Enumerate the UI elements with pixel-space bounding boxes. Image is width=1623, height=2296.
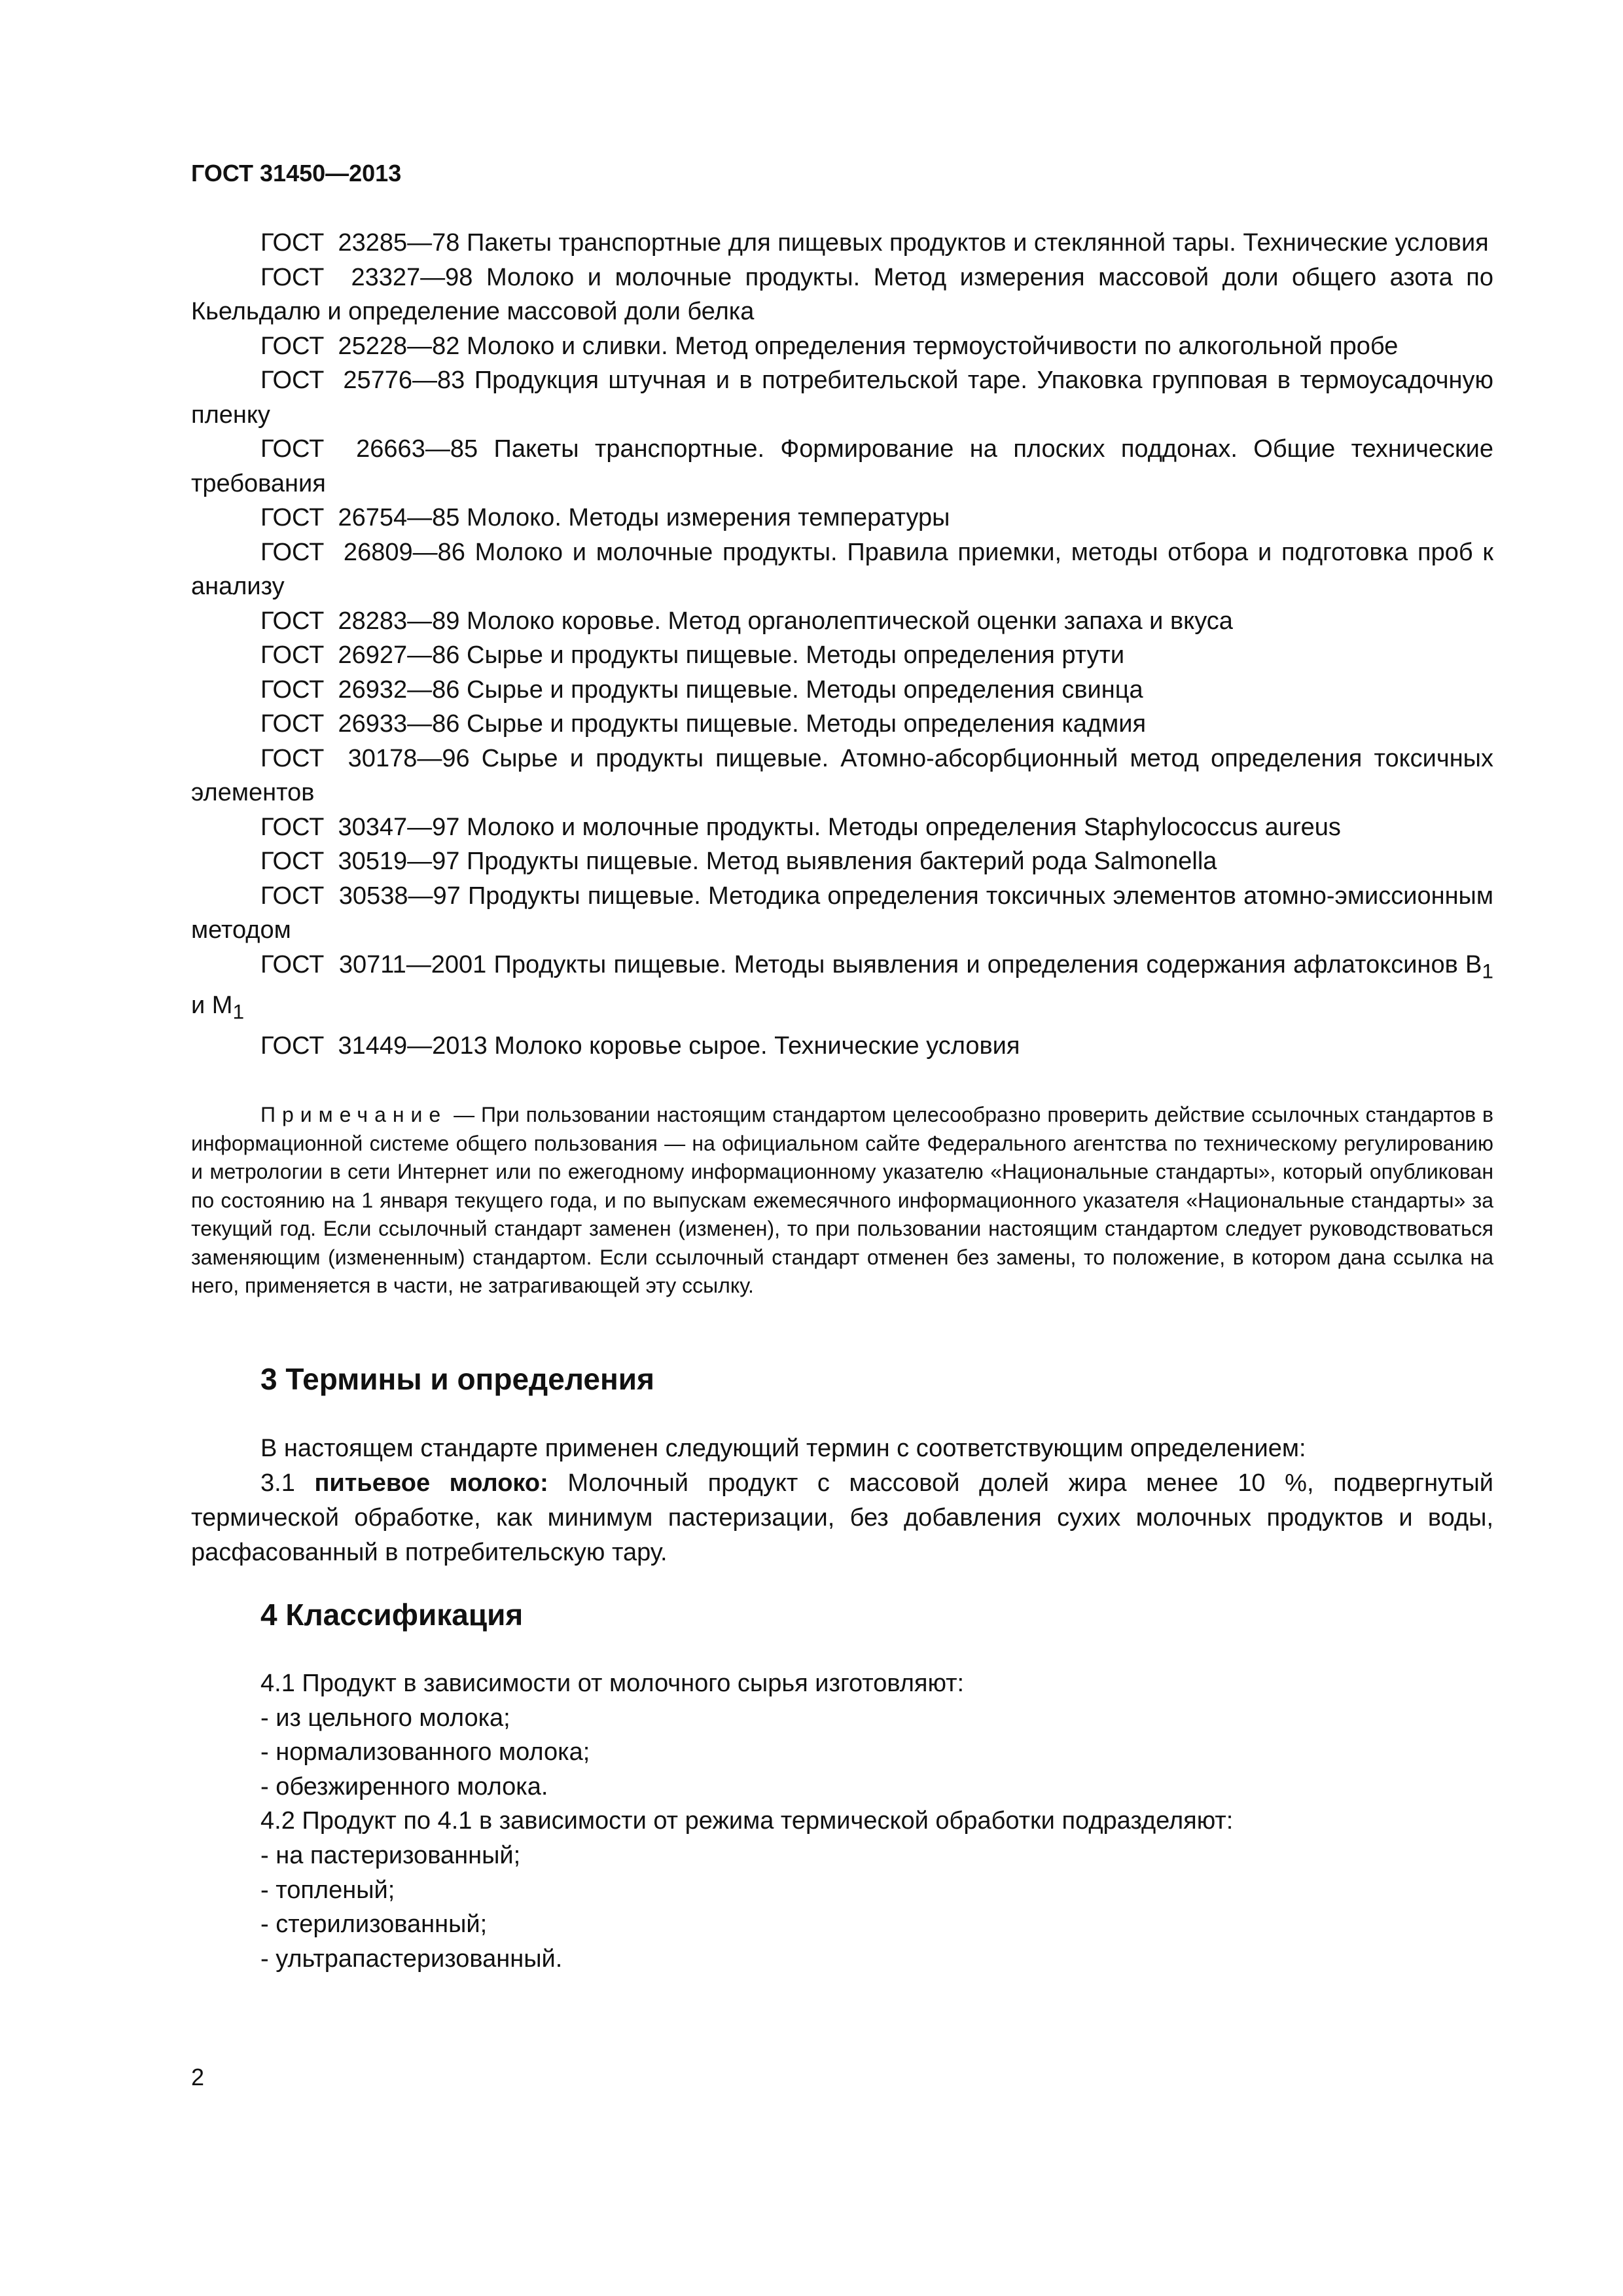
reference-code: ГОСТ 26809—86: [260, 538, 465, 566]
reference-title: Пакеты транспортные для пищевых продуктов и стеклянной тары. Технические условия: [467, 229, 1489, 257]
clause-4-1: 4.1 Продукт в зависимости от молочного сырья изготовляют:: [260, 1670, 965, 1697]
reference-code: ГОСТ 26754—85: [260, 504, 460, 531]
reference-code: ГОСТ 30519—97: [260, 848, 460, 875]
reference-title: Сырье и продукты пищевые. Методы определения свинца: [467, 675, 1143, 704]
reference-item: [191, 879, 1493, 948]
reference-code: ГОСТ 30538—97: [260, 882, 461, 910]
reference-code: ГОСТ 31449—2013: [260, 1031, 488, 1060]
reference-code: ГОСТ 30711—2001: [260, 950, 487, 978]
reference-code: ГОСТ 23327—98: [260, 263, 473, 291]
reference-title: Сырье и продукты пищевые. Методы определения кадмия: [467, 710, 1147, 738]
reference-code: ГОСТ 26932—86: [260, 675, 460, 704]
reference-code: ГОСТ 26663—85: [260, 435, 478, 463]
reference-title: Молоко и молочные продукты. Методы определения Staphylococcus aureus: [467, 813, 1341, 841]
reference-item: [191, 742, 1493, 810]
list-item: - обезжиренного молока.: [260, 1772, 548, 1801]
reference-title: Пакеты транспортные. Формирование на плоских поддонах. Общие технические требования: [191, 435, 1494, 497]
reference-title: Молоко коровье сырое. Технические условия: [494, 1031, 1020, 1060]
list-item: - нормализованного молока;: [260, 1738, 590, 1767]
reference-item: [191, 501, 1493, 535]
note-label: Примечание: [260, 1103, 448, 1126]
document-header: ГОСТ 31450—2013: [191, 160, 402, 187]
reference-title: Сырье и продукты пищевые. Методы определения ртути: [467, 641, 1125, 669]
list-item: - топленый;: [260, 1876, 395, 1904]
definition-3-1: [191, 1466, 1493, 1570]
reference-title: Молоко. Методы измерения температуры: [467, 504, 950, 531]
reference-title-cont: и M: [191, 991, 233, 1019]
reference-code: ГОСТ 25776—83: [260, 367, 465, 394]
list-item: - на пастеризованный;: [260, 1841, 521, 1869]
section-4-heading: 4 Классификация: [260, 1598, 524, 1632]
reference-title: Молоко коровье. Метод органолептической оценки запаха и вкуса: [467, 607, 1233, 635]
reference-item: [191, 810, 1493, 845]
reference-item: [191, 535, 1493, 604]
reference-item: [191, 363, 1493, 432]
section-4-body: [260, 1666, 1493, 1976]
list-item: - ультрапастеризованный.: [260, 1945, 563, 1973]
definition-text: Молочный продукт с массовой долей жира менее 10 %, подвергнутый термической обработке, как минимум пастеризации, без добавления сухих молочных продуктов и воды, расфасованный в потребительскую тару.: [191, 1469, 1493, 1566]
reference-item: [191, 673, 1493, 708]
reference-item: [191, 329, 1493, 364]
page-number: 2: [191, 2064, 205, 2090]
reference-item-aflatoxin: [191, 948, 1493, 1029]
reference-title: Продукты пищевые. Методы выявления и определения содержания афлатоксинов B: [493, 950, 1482, 978]
reference-title: Сырье и продукты пищевые. Атомно-абсорбционный метод определения токсичных элементов: [191, 744, 1493, 806]
clause-4-2: 4.2 Продукт по 4.1 в зависимости от режима термической обработки подразделяют:: [260, 1807, 1234, 1835]
reference-code: ГОСТ 28283—89: [260, 607, 460, 635]
reference-item: [191, 260, 1493, 329]
reference-item: [191, 844, 1493, 879]
subscript: 1: [1482, 959, 1493, 983]
reference-title: Молоко и сливки. Метод определения термоустойчивости по алкогольной пробе: [467, 332, 1399, 360]
section-3-body: [191, 1431, 1493, 1570]
note-block: [191, 1101, 1493, 1300]
note-text: — При пользовании настоящим стандартом целесообразно проверить действие ссылочных стандартов в информационной системе общего пользования — на официальном сайте Федерального агентства по техническому регулированию и метрологии в сети Интернет или по ежегодному информационному указателю «Национальные стандарты», который опубликован по состоянию на 1 января текущего года, и по выпускам ежемесячного информационного указателя «Национальные стандарты» за текущий год. Если ссылочный стандарт заменен (изменен), то при пользовании настоящим стандартом следует руководствоваться заменяющим (измененным) стандартом. Если ссылочный стандарт отменен без замены, то положение, в котором дана ссылка на него, применяется в части, не затрагивающей эту ссылку.: [191, 1103, 1493, 1297]
reference-title: Продукция штучная и в потребительской таре. Упаковка групповая в термоусадочную пленку: [191, 367, 1493, 429]
list-item: - стерилизованный;: [260, 1910, 488, 1939]
reference-title: Продукты пищевые. Методика определения токсичных элементов атомно-эмиссионным методом: [191, 882, 1493, 944]
list-item: - из цельного молока;: [260, 1704, 510, 1732]
reference-item: [191, 604, 1493, 639]
reference-item: [191, 707, 1493, 742]
reference-title: Продукты пищевые. Метод выявления бактерий рода Salmonella: [467, 848, 1217, 875]
reference-item: [191, 432, 1493, 501]
reference-code: ГОСТ 26927—86: [260, 641, 460, 669]
reference-code: ГОСТ 30178—96: [260, 744, 470, 772]
section-3-intro: В настоящем стандарте применен следующий термин с соответствующим определением:: [260, 1435, 1306, 1462]
reference-item: [191, 226, 1493, 260]
clause-number: 3.1: [260, 1469, 295, 1497]
reference-title: Молоко и молочные продукты. Правила приемки, методы отбора и подготовка проб к анализу: [191, 538, 1493, 600]
reference-item: [191, 1029, 1493, 1064]
defined-term: питьевое молоко:: [314, 1469, 548, 1497]
reference-code: ГОСТ 26933—86: [260, 710, 460, 738]
reference-code: ГОСТ 30347—97: [260, 813, 460, 841]
reference-code: ГОСТ 23285—78: [260, 229, 460, 257]
section-3-heading: 3 Термины и определения: [260, 1362, 654, 1396]
normative-references-list: [191, 226, 1493, 1063]
subscript: 1: [232, 999, 245, 1024]
reference-item: [191, 638, 1493, 673]
reference-title: Молоко и молочные продукты. Метод измерения массовой доли общего азота по Кьельдалю и определение массовой доли белка: [191, 263, 1493, 325]
reference-code: ГОСТ 25228—82: [260, 332, 460, 360]
